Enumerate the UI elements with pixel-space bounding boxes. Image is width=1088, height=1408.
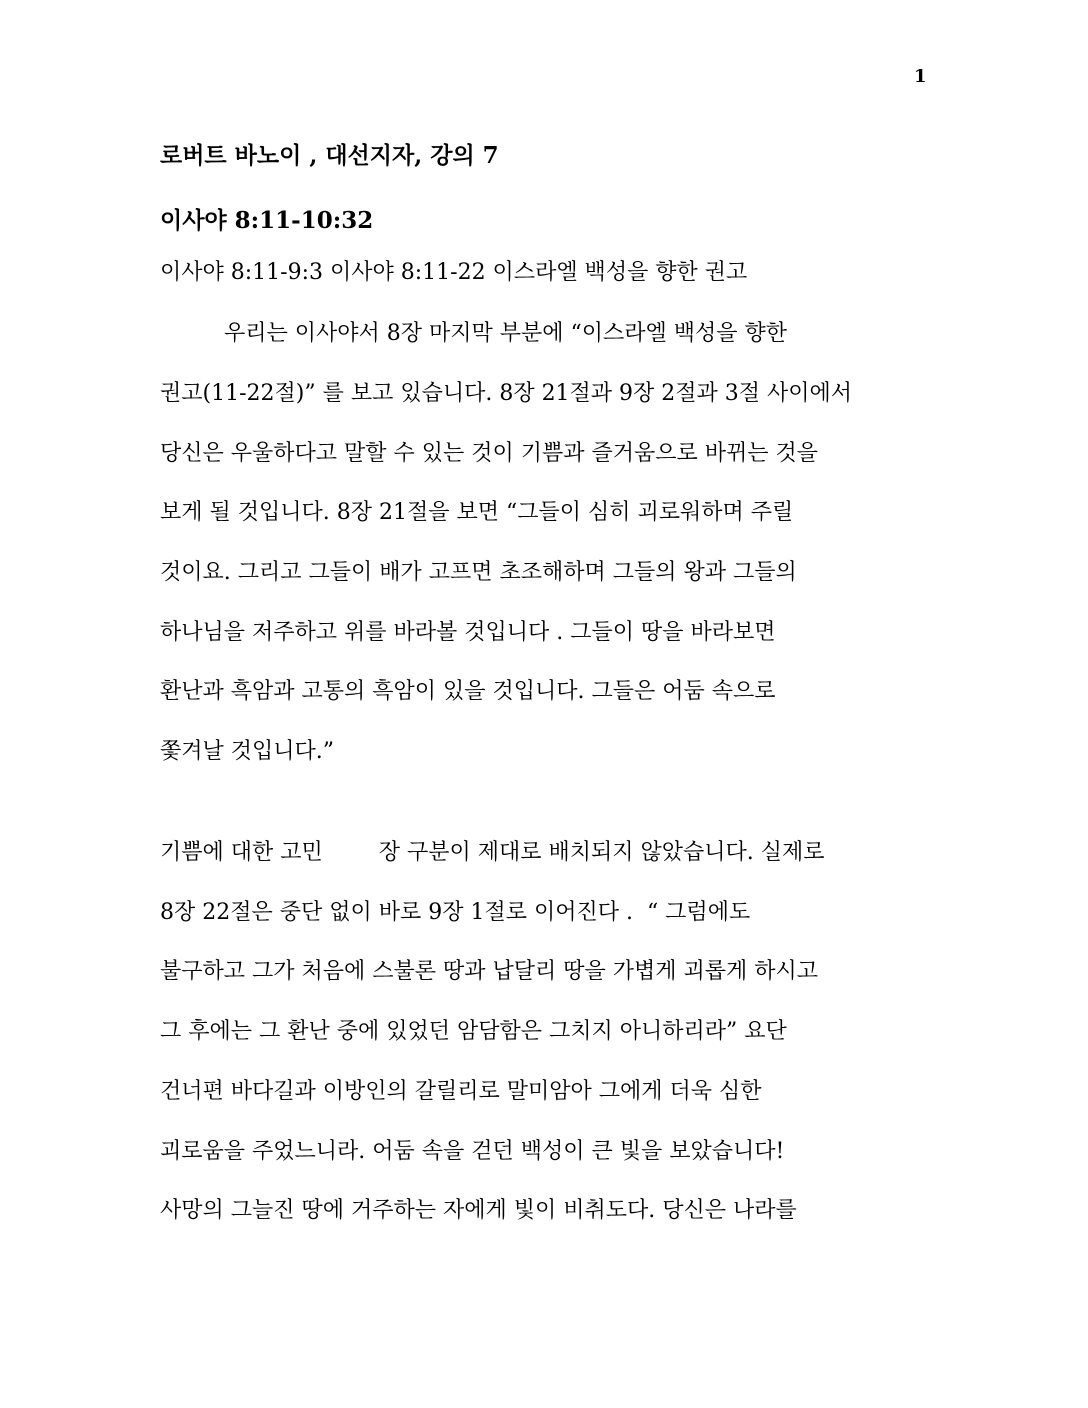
paragraph-line: 괴로움을 주었느니라. 어둠 속을 걷던 백성이 큰 빛을 보았습니다! bbox=[160, 1139, 785, 1164]
document-title: 로버트 바노이 , 대선지자, 강의 7 bbox=[160, 142, 499, 169]
paragraph-line: 건너편 바다길과 이방인의 갈릴리로 말미암아 그에게 더욱 심한 bbox=[160, 1079, 762, 1104]
paragraph-line: 8장 22절은 중단 없이 바로 9장 1절로 이어진다 . “ 그럼에도 bbox=[160, 900, 751, 925]
paragraph-line: 기쁨에 대한 고민 장 구분이 제대로 배치되지 않았습니다. 실제로 bbox=[160, 840, 825, 865]
paragraph-line: 쫓겨날 것입니다.” bbox=[160, 739, 334, 764]
document-subtitle: 이사야 8:11-10:32 bbox=[160, 207, 374, 234]
paragraph-line: 그 후에는 그 환난 중에 있었던 암담함은 그치지 아니하리라” 요단 bbox=[160, 1019, 787, 1044]
paragraph-line: 당신은 우울하다고 말할 수 있는 것이 기쁨과 즐거움으로 바뀌는 것을 bbox=[160, 441, 818, 466]
paragraph-line: 우리는 이사야서 8장 마지막 부분에 “이스라엘 백성을 향한 bbox=[224, 321, 787, 346]
section-heading: 이사야 8:11-9:3 이사야 8:11-22 이스라엘 백성을 향한 권고 bbox=[160, 260, 748, 285]
paragraph-line: 권고(11-22절)” 를 보고 있습니다. 8장 21절과 9장 2절과 3절 사이에서 bbox=[160, 381, 853, 406]
paragraph-line: 사망의 그늘진 땅에 거주하는 자에게 빛이 비취도다. 당신은 나라를 bbox=[160, 1198, 797, 1223]
paragraph-line: 하나님을 저주하고 위를 바라볼 것입니다 . 그들이 땅을 바라보면 bbox=[160, 620, 776, 645]
paragraph-line: 환난과 흑암과 고통의 흑암이 있을 것입니다. 그들은 어둠 속으로 bbox=[160, 679, 776, 704]
paragraph-line: 것이요. 그리고 그들이 배가 고프면 초조해하며 그들의 왕과 그들의 bbox=[160, 560, 797, 585]
paragraph-line: 불구하고 그가 처음에 스불론 땅과 납달리 땅을 가볍게 괴롭게 하시고 bbox=[160, 959, 818, 984]
paragraph-line: 보게 될 것입니다. 8장 21절을 보면 “그들이 심히 괴로워하며 주릴 bbox=[160, 500, 794, 525]
page-number: 1 bbox=[914, 66, 927, 87]
